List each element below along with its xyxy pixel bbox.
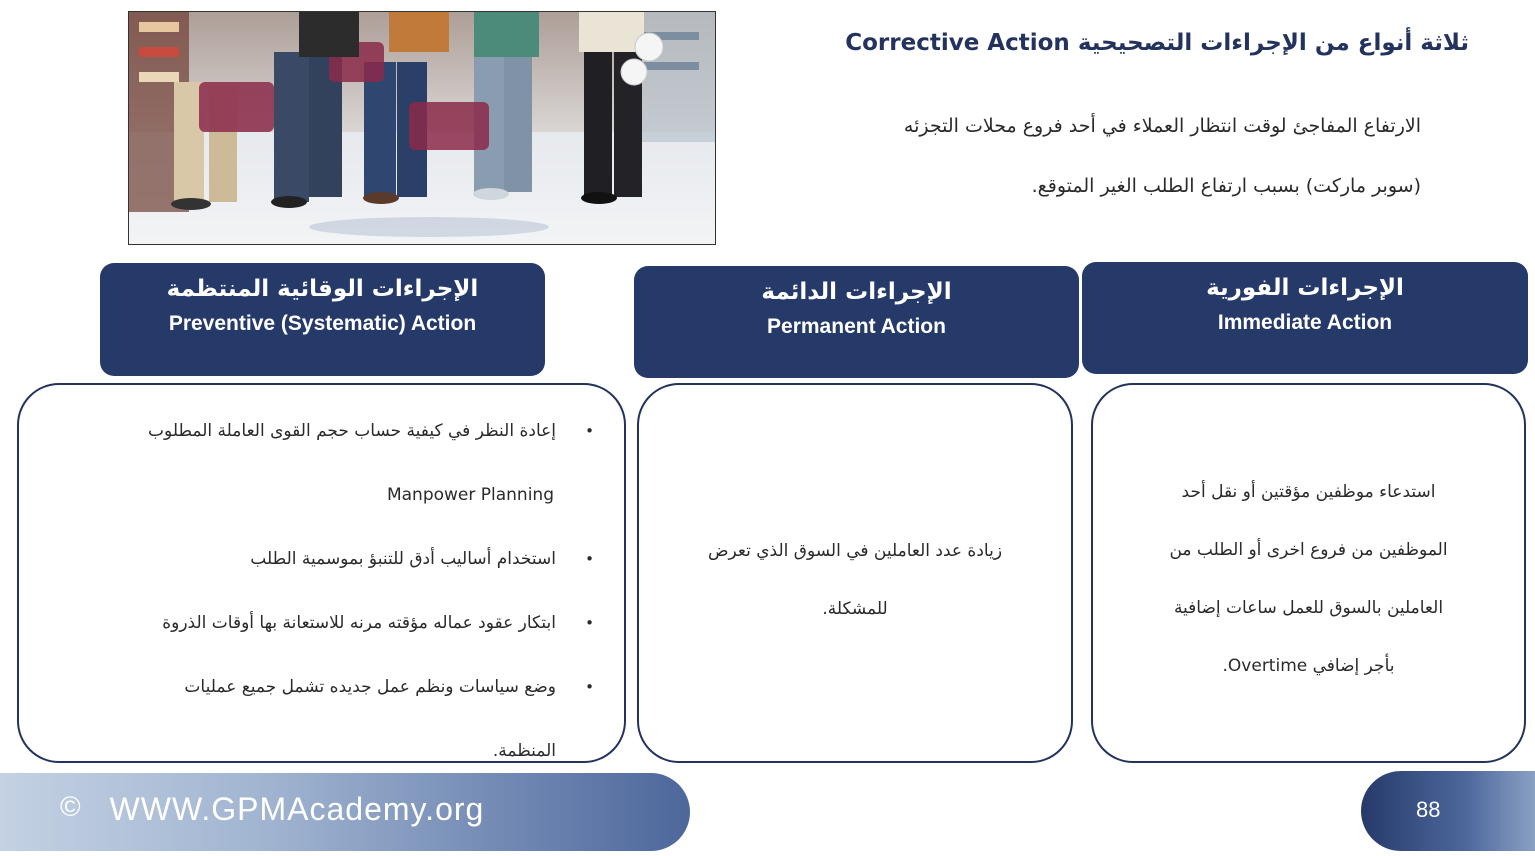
scenario-description bbox=[801, 96, 1421, 216]
scenario-line: الارتفاع المفاجئ لوقت انتظار العملاء في أحد فروع محلات التجزئه bbox=[903, 115, 1421, 137]
footer-website[interactable] bbox=[60, 791, 484, 828]
list-item bbox=[54, 591, 594, 655]
copyright-icon: © bbox=[60, 791, 82, 822]
page-number: 88 bbox=[1416, 797, 1441, 822]
list-item bbox=[54, 655, 594, 783]
heading-ar: الإجراءات الدائمة bbox=[761, 279, 952, 305]
scenario-line: (سوبر ماركت) بسبب ارتفاع الطلب الغير المتوقع. bbox=[1031, 175, 1421, 197]
heading-ar: الإجراءات الوقائية المنتظمة bbox=[166, 276, 479, 302]
item-text-en: Manpower Planning bbox=[386, 485, 554, 505]
list-item bbox=[54, 527, 594, 591]
queue-illustration bbox=[129, 12, 715, 244]
page-number-badge bbox=[1361, 771, 1535, 851]
heading-ar: الإجراءات الفورية bbox=[1206, 275, 1404, 301]
page-title: ثلاثة أنواع من الإجراءات التصحيحية Corrective Action bbox=[845, 30, 1469, 56]
bullet-icon: • bbox=[585, 422, 594, 440]
preventive-action-list bbox=[54, 399, 594, 783]
item-text: المنظمة. bbox=[492, 741, 556, 761]
permanent-action-text bbox=[659, 522, 1051, 638]
immediate-action-box bbox=[1091, 383, 1526, 763]
text-line: زيادة عدد العاملين في السوق الذي تعرض bbox=[707, 541, 1003, 561]
item-text: ابتكار عقود عماله مؤقته مرنه للاستعانة بها أوقات الذروة bbox=[162, 613, 556, 633]
supermarket-queue-photo bbox=[128, 11, 716, 245]
heading-en: Immediate Action bbox=[1217, 311, 1393, 334]
immediate-action-text bbox=[1113, 463, 1504, 695]
header-permanent-action bbox=[634, 266, 1079, 378]
header-preventive-action bbox=[100, 263, 545, 376]
text-line: للمشكلة. bbox=[822, 599, 888, 619]
website-link[interactable]: WWW.GPMAcademy.org bbox=[109, 791, 485, 827]
permanent-action-box bbox=[637, 383, 1073, 763]
text-line: بأجر إضافي Overtime. bbox=[1222, 656, 1395, 676]
item-text: وضع سياسات ونظم عمل جديده تشمل جميع عمليات bbox=[184, 677, 556, 697]
text-line: الموظفين من فروع اخرى أو الطلب من bbox=[1169, 540, 1448, 560]
list-item bbox=[54, 399, 594, 527]
heading-en: Preventive (Systematic) Action bbox=[168, 312, 477, 335]
bullet-icon: • bbox=[585, 550, 594, 568]
heading-en: Permanent Action bbox=[767, 315, 946, 338]
bullet-icon: • bbox=[585, 678, 594, 696]
header-immediate-action bbox=[1082, 262, 1528, 374]
bullet-icon: • bbox=[585, 614, 594, 632]
text-line: استدعاء موظفين مؤقتين أو نقل أحد bbox=[1181, 482, 1436, 502]
footer-bar bbox=[0, 773, 690, 851]
item-text: استخدام أساليب أدق للتنبؤ بموسمية الطلب bbox=[250, 549, 556, 569]
text-line: العاملين بالسوق للعمل ساعات إضافية bbox=[1173, 598, 1444, 618]
item-text: إعادة النظر في كيفية حساب حجم القوى العاملة المطلوب bbox=[148, 421, 556, 441]
preventive-action-box bbox=[17, 383, 626, 763]
